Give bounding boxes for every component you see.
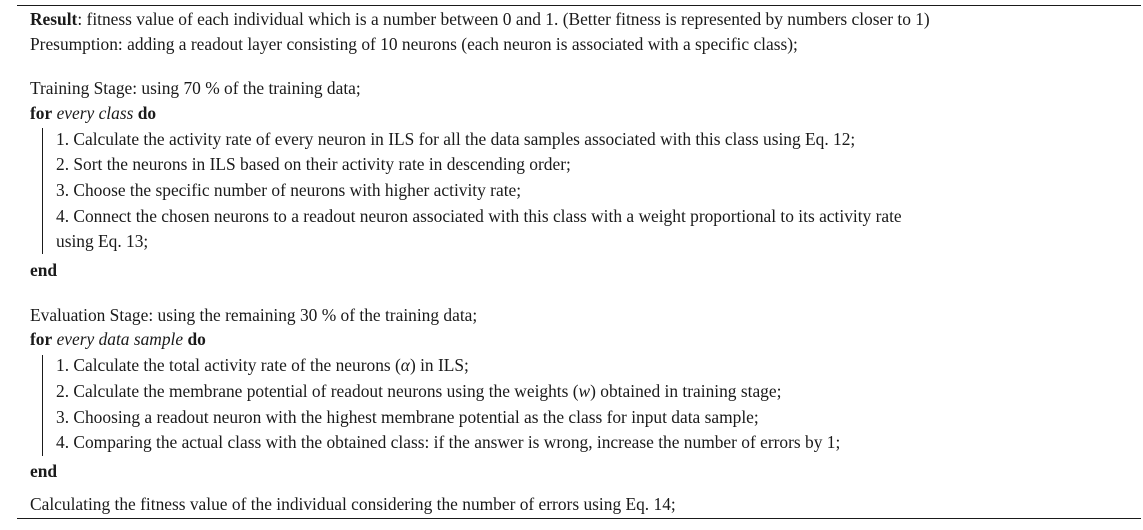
- training-step-continuation: using Eq. 13;: [56, 231, 149, 251]
- do-keyword: do: [137, 103, 157, 123]
- evaluation-step: 3. Choosing a readout neuron with the highest membrane potential as the class for input data sample;: [56, 407, 759, 427]
- evaluation-step: 4. Comparing the actual class with the obtained class: if the answer is wrong, increase the number of errors by 1;: [56, 432, 841, 452]
- loop-variable: every data sample: [56, 329, 184, 349]
- result-label: Result: [30, 9, 78, 29]
- result-line: [30, 6, 930, 33]
- step-text: 2. Calculate the membrane potential of readout neurons using the weights (: [56, 381, 579, 401]
- step-text: ) obtained in training stage;: [590, 381, 782, 401]
- training-end-keyword: [30, 257, 57, 284]
- training-for-line: [30, 100, 156, 127]
- training-stage-label: Training Stage: using 70 % of the training data;: [30, 78, 361, 98]
- training-step: 1. Calculate the activity rate of every neuron in ILS for all the data samples associated with this class using Eq. 12;: [56, 129, 856, 149]
- loop-variable: every class: [56, 103, 134, 123]
- end-keyword: end: [30, 260, 58, 280]
- training-loop-bar: [42, 128, 43, 254]
- result-text: : fitness value of each individual which is a number between 0 and 1. (Better fitness is represented by numbers closer to 1): [77, 9, 930, 29]
- final-line: Calculating the fitness value of the individual considering the number of errors using Eq. 14;: [30, 494, 676, 514]
- presumption-line: Presumption: adding a readout layer consisting of 10 neurons (each neuron is associated with a specific class);: [30, 34, 798, 54]
- training-step: 4. Connect the chosen neurons to a readout neuron associated with this class with a weight proportional to its activity rate: [56, 206, 902, 226]
- evaluation-step: [56, 378, 781, 405]
- evaluation-for-line: [30, 326, 206, 353]
- for-keyword: for: [30, 103, 53, 123]
- end-keyword: end: [30, 461, 58, 481]
- step-text: 1. Calculate the total activity rate of the neurons (: [56, 355, 401, 375]
- do-keyword: do: [187, 329, 206, 349]
- evaluation-end-keyword: [30, 458, 57, 485]
- training-step: 3. Choose the specific number of neurons with higher activity rate;: [56, 180, 522, 200]
- weight-symbol: w: [578, 381, 591, 401]
- training-step: 2. Sort the neurons in ILS based on their activity rate in descending order;: [56, 154, 571, 174]
- evaluation-step: [56, 352, 469, 379]
- for-keyword: for: [30, 329, 53, 349]
- alpha-symbol: α: [400, 355, 410, 375]
- evaluation-loop-bar: [42, 355, 43, 456]
- bottom-rule: [17, 518, 1141, 519]
- step-text: ) in ILS;: [409, 355, 469, 375]
- evaluation-stage-label: Evaluation Stage: using the remaining 30 % of the training data;: [30, 305, 478, 325]
